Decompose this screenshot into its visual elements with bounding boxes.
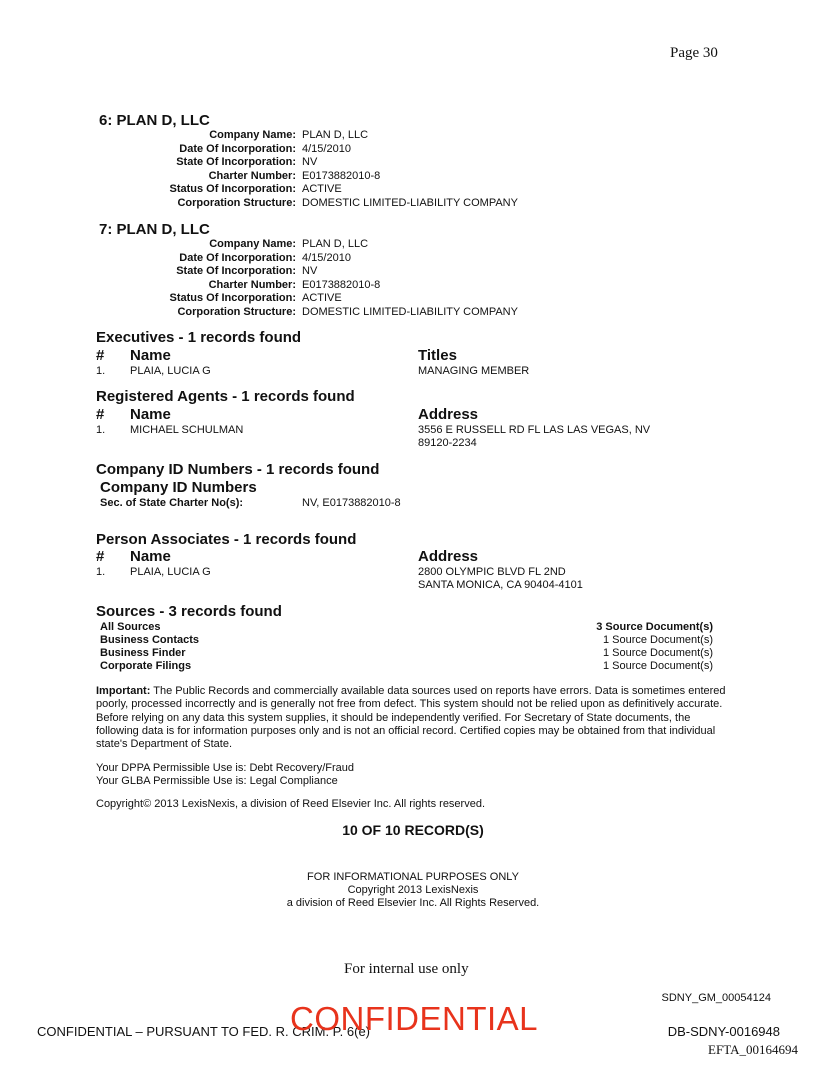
row-name: PLAIA, LUCIA G: [130, 566, 211, 578]
field-row: [0, 306, 816, 320]
field-label: Status Of Incorporation:: [169, 292, 296, 304]
field-label: Date Of Incorporation:: [179, 142, 296, 155]
field-row: [0, 129, 816, 143]
field-value: NV: [302, 265, 318, 277]
company-ids-subtitle: Company ID Numbers: [100, 479, 257, 496]
col-address-header: Address: [418, 406, 479, 423]
source-count: 1 Source Document(s): [602, 634, 713, 646]
field-label: Date Of Incorporation:: [179, 251, 296, 264]
col-num-header: #: [96, 406, 105, 423]
field-label: Charter Number:: [208, 278, 296, 291]
row-num: 1.: [96, 365, 106, 377]
field-label: Charter Number:: [208, 169, 296, 182]
field-row: [0, 238, 816, 252]
source-name: All Sources: [100, 621, 161, 633]
source-name: Business Finder: [100, 647, 186, 659]
charter-label: Sec. of State Charter No(s):: [100, 497, 244, 509]
row-address-line1: 3556 E RUSSELL RD FL LAS LAS VEGAS, NV: [418, 424, 651, 436]
field-value: ACTIVE: [302, 183, 342, 195]
col-address-header: Address: [418, 548, 479, 565]
company-title: 7: PLAN D, LLC: [99, 221, 210, 238]
charter-value: NV, E0173882010-8: [302, 497, 401, 509]
company-ids-title: Company ID Numbers - 1 records found: [96, 461, 380, 478]
col-name-header: Name: [130, 548, 171, 565]
glba-line: Your GLBA Permissible Use is: Legal Compliance: [96, 775, 338, 787]
company-title: 6: PLAN D, LLC: [99, 112, 210, 129]
field-label: Company Name:: [209, 238, 296, 250]
db-sdny-number: DB-SDNY-0016948: [667, 1024, 780, 1039]
row-num: 1.: [96, 424, 106, 436]
associates-title: Person Associates - 1 records found: [96, 531, 357, 548]
field-row: [0, 197, 816, 211]
row-name: PLAIA, LUCIA G: [130, 365, 211, 377]
field-value: 4/15/2010: [302, 251, 351, 264]
row-num: 1.: [96, 566, 106, 578]
footer-line: FOR INFORMATIONAL PURPOSES ONLY: [307, 871, 519, 883]
field-value: E0173882010-8: [302, 169, 381, 182]
col-titles-header: Titles: [418, 347, 457, 364]
footer-line: Copyright 2013 LexisNexis: [347, 884, 479, 896]
source-name: Corporate Filings: [100, 660, 192, 672]
row-address-line2: 89120-2234: [418, 437, 477, 449]
source-count: 1 Source Document(s): [602, 647, 713, 659]
field-value: ACTIVE: [302, 292, 342, 304]
row-title: MANAGING MEMBER: [418, 365, 530, 377]
field-row: [0, 156, 816, 170]
field-value: 4/15/2010: [302, 142, 351, 155]
important-text: The Public Records and commercially available data sources used on reports have errors. Data is sometimes entered poorly, processed incorrectly and is generally not free from defect. This system should not be relied upon as definitively accurate. Before relying on any data this system supplies, it should be independently verified. For Secretary of State documents, the following data is for information purposes only and is not an official record. Certified copies may be obtained from that individual state's Department of State.: [96, 685, 726, 751]
row-name: MICHAEL SCHULMAN: [130, 424, 244, 436]
source-name: Business Contacts: [100, 634, 200, 646]
field-row: [0, 292, 816, 306]
field-label: Corporation Structure:: [177, 196, 296, 209]
page-number: Page 30: [670, 45, 718, 61]
copyright-line: Copyright© 2013 LexisNexis, a division of Reed Elsevier Inc. All rights reserved.: [96, 798, 486, 810]
field-value: E0173882010-8: [302, 278, 381, 291]
col-name-header: Name: [130, 347, 171, 364]
field-label: Status Of Incorporation:: [169, 183, 296, 195]
row-address-line2: SANTA MONICA, CA 90404-4101: [418, 579, 583, 591]
field-row: [0, 143, 816, 157]
field-label: State Of Incorporation:: [176, 265, 296, 277]
efta-number: EFTA_00164694: [708, 1042, 798, 1057]
source-count: 3 Source Document(s): [596, 621, 713, 633]
agents-title: Registered Agents - 1 records found: [96, 388, 355, 405]
executives-title: Executives - 1 records found: [96, 329, 302, 346]
record-count: 10 OF 10 RECORD(S): [342, 822, 484, 838]
field-row: [0, 170, 816, 184]
field-value: DOMESTIC LIMITED-LIABILITY COMPANY: [302, 196, 518, 209]
col-num-header: #: [96, 548, 105, 565]
confidential-notice: CONFIDENTIAL – PURSUANT TO FED. R. CRIM. P. 6(e): [37, 1024, 371, 1039]
field-label: Company Name:: [209, 129, 296, 141]
dppa-line: Your DPPA Permissible Use is: Debt Recovery/Fraud: [96, 762, 354, 774]
internal-use-note: For internal use only: [344, 961, 469, 977]
sources-title: Sources - 3 records found: [96, 603, 282, 620]
field-label: State Of Incorporation:: [176, 156, 296, 168]
source-count: 1 Source Document(s): [602, 660, 713, 672]
col-num-header: #: [96, 347, 105, 364]
important-label: Important:: [96, 685, 151, 697]
field-value: PLAN D, LLC: [302, 129, 369, 141]
field-row: [0, 183, 816, 197]
field-value: DOMESTIC LIMITED-LIABILITY COMPANY: [302, 305, 518, 318]
confidential-stamp: CONFIDENTIAL: [290, 1000, 539, 1037]
col-name-header: Name: [130, 406, 171, 423]
important-disclaimer: [96, 685, 726, 751]
field-row: [0, 252, 816, 266]
field-value: NV: [302, 156, 318, 168]
field-row: [0, 279, 816, 293]
field-value: PLAN D, LLC: [302, 238, 369, 250]
sdny-gm-number: SDNY_GM_00054124: [661, 992, 771, 1004]
footer-line: a division of Reed Elsevier Inc. All Rights Reserved.: [286, 897, 540, 909]
field-row: [0, 265, 816, 279]
field-label: Corporation Structure:: [177, 305, 296, 318]
row-address-line1: 2800 OLYMPIC BLVD FL 2ND: [418, 566, 566, 578]
